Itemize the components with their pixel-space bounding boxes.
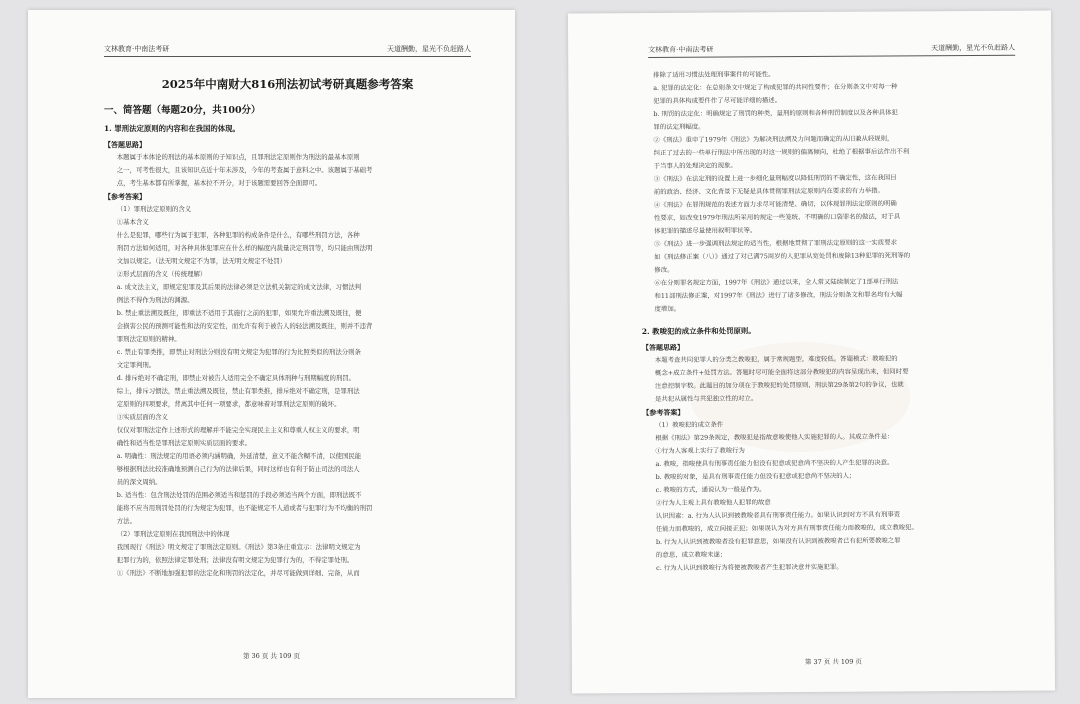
answer-paragraph [642, 417, 1018, 575]
answer-tag: 【参考答案】 [642, 407, 685, 418]
text-line: 如《刑法修正案（八）》通过了对已满75周岁的人犯罪从宽处罚和废除13种犯罪的死刑等的 [654, 251, 911, 261]
header-right-text: 天道酬勤，星光不负赶路人 [387, 45, 471, 53]
text-line: 任能力而教唆的，成立间接正犯；如果误认为对方具有刑事责任能力而教唆的，成立教唆犯。 [655, 523, 918, 533]
thinking-paragraph [104, 151, 471, 190]
document-page-left [28, 10, 515, 698]
text-line: 仅仅对罪刑法定作上述形式的理解并不能完全实现民主主义和尊重人权主义的要求，明 [116, 426, 360, 434]
text-line: 确性和适当性是罪刑法定原则实质层面的要求。 [116, 439, 251, 447]
thinking-tag: 【答题思路】 [641, 342, 684, 353]
text-line: a. 犯罪的法定化：在总则条文中规定了构成犯罪的共同性要件；在分则条文中对每一种 [653, 82, 898, 92]
question-heading: 1. 罪刑法定原则的内容和在我国的体现。 [104, 124, 240, 133]
text-line: 点，考生基本都有所掌握，基本拉不开分，对于该题需要回答全面即可。 [116, 179, 322, 187]
text-line: b. 教唆的对象，是具有刑事责任能力但没有犯意或犯意尚不坚决的人； [655, 471, 856, 481]
text-line: 体犯罪的描述尽量使用叙明罪状等。 [654, 226, 757, 235]
text-line: 本题考查共同犯罪人的分类之教唆犯，属于常规题型，难度较低。答题模式：教唆犯的 [654, 354, 898, 364]
text-line: 文定罪判刑。 [116, 361, 156, 369]
page-header [104, 44, 471, 57]
text-line: d. 排斥绝对不确定刑，即禁止对被告人适用完全不确定具体刑种与刑期幅度的刑罚。 [116, 374, 356, 382]
text-line: 前的政治、经济、文化背景下无疑是具体贯彻罪刑法定原则内在要求的有力举措。 [653, 186, 884, 196]
text-line: b. 适当性：包含刑法处罚的范围必须适当和惩罚的手段必须适当两个方面，即刑法既不 [116, 491, 362, 499]
page-header [648, 43, 1015, 58]
thinking-paragraph [642, 352, 1017, 406]
text-line: 度增加。 [654, 304, 681, 313]
text-line: （1）罪刑法定原则的含义 [116, 205, 192, 213]
text-line: 性要求，如改变1979年刑法所采用的规定一些笼统、不明确的口袋罪名的做法，对于具 [653, 212, 901, 222]
text-line: ②《刑法》重申了1979年《刑法》为解决刑法溯及力问题而确定的从旧兼从轻规则， [653, 134, 894, 144]
text-line: ⑤《刑法》进一步强调刑法规定的适当性，根据地贯彻了罪刑法定原则的这一实质要求 [654, 238, 897, 248]
text-line: ④《刑法》在罪刑规范的表述方面力求尽可能清楚、确切，以体现罪刑法定原则的明确 [653, 199, 897, 209]
text-line: 认识因素：a. 行为人认识到被教唆者具有刑事责任能力。如果认识到对方不具有刑事责 [655, 510, 901, 520]
question-heading: 2. 教唆犯的成立条件和处罚原则。 [641, 326, 756, 337]
text-line: 排除了适用习惯法处理刑事案件的可能性。 [653, 70, 775, 79]
text-line: b. 禁止重法溯及既往，即重法不适用于其施行之前的犯罪，如果允许重法溯及既往，便 [116, 309, 362, 317]
header-right-text: 天道酬勤，星光不负赶路人 [931, 43, 1016, 53]
text-line: c. 教唆的方式，通说认为一般是作为。 [655, 485, 766, 494]
text-line: 够根据刑法比较准确地预测自己行为的法律后果，同时这样也有利于防止司法的司法人 [116, 465, 360, 473]
text-line: 能将不应当用刑罚处罚的行为规定为犯罪，也不能规定不人道或者与犯罪行为不均衡的刑罚 [116, 504, 373, 512]
text-line: c. 禁止有罪类推，即禁止对刑法分则没有明文规定为犯罪的行为比照类似的刑法分则条 [116, 348, 361, 356]
text-line: 之一，可考性很大，且该知识点近十年未涉及，今年的考查属于意料之中。该题属于基础考 [116, 166, 373, 174]
text-line: 员的深文周纳。 [116, 478, 162, 486]
text-line: 我国现行《刑法》明文规定了罪刑法定原则。《刑法》第3条庄重宣示：法律明文规定为 [116, 543, 361, 551]
header-left-text: 文林教育·中南法考研 [648, 45, 714, 54]
text-line: 本题属于本体论的刑法的基本原则的子知识点，且罪刑法定原则作为刑法的最基本原则 [116, 153, 360, 161]
text-line: 定原则的四项要求，背离其中任何一项要求，都意味着对罪刑法定原则的破坏。 [116, 400, 341, 408]
text-line: 注意控制字数。此题目的加分项在于教唆犯的处罚原则，刑法第29条第2句的争议，也就 [654, 380, 904, 390]
text-line: 罪刑法定原则的精神。 [116, 335, 181, 343]
text-line: ①基本含义 [116, 218, 149, 226]
text-line: 什么是犯罪，哪些行为属于犯罪，各种犯罪的构成条件是什么，有哪些刑罚方法，各种 [116, 231, 360, 239]
page-body [640, 67, 1018, 575]
text-line: 会损害公民的预测可能性和法的安定性，而允许有利于被告人的轻法溯及既往，则并不违背 [116, 322, 373, 330]
text-line: ③《刑法》在法定刑的设置上进一步细化量刑幅度以降低刑罚的不确定性，这在我国目 [653, 173, 897, 183]
text-line: 犯罪的具体构成要件作了尽可能详细的描述。 [653, 96, 782, 105]
text-line: 犯罪行为的，依照法律定罪处刑；法律没有明文规定为犯罪行为的，不得定罪处刑。 [116, 556, 354, 564]
text-line: ①行为人客观上实行了教唆行为 [655, 446, 745, 455]
text-line: 和11部刑法修正案，对1997年《刑法》进行了诸多修改，刑法分则条文和罪名均有大幅 [654, 290, 903, 300]
text-line: （2）罪刑法定原则在我国刑法中的体现 [116, 530, 230, 538]
text-line: c. 行为人认识到教唆行为将使被教唆者产生犯罪决意并实施犯罪。 [656, 562, 843, 572]
text-line: 例法不得作为刑法的渊源。 [116, 296, 194, 304]
answer-paragraph [104, 203, 471, 580]
document-title: 2025年中南财大816刑法初试考研真题参考答案 [161, 77, 414, 91]
document-page-right [568, 11, 1055, 694]
text-line: 的意思，成立教唆未遂； [656, 550, 727, 559]
text-line: ③实质层面的含义 [116, 413, 168, 421]
text-line: 罪的法定刑幅度。 [653, 122, 705, 131]
text-line: ②行为人主观上具有教唆他人犯罪的故意 [655, 498, 771, 507]
text-line: 概念+成立条件+处罚方法。答题时尽可能全面将这部分教唆犯的内容呈现出来，但同时要 [654, 367, 909, 377]
text-line: b. 刑罚的法定化：明确规定了刑罚的种类，量刑的原则和各种刑罚制度以及各种具体犯 [653, 108, 898, 118]
text-line: b. 行为人认识到被教唆者没有犯罪意思，如果没有认识到被教唆者已有犯所要教唆之罪 [655, 536, 901, 546]
page-number: 第 36 页 共 109 页 [242, 652, 300, 660]
text-line: ⑥在分则罪名规定方面，1997年《刑法》通过以来，全人常又陆续制定了1部单行刑法 [654, 277, 899, 287]
text-line: 于当事人的处理决定的现象。 [653, 161, 737, 170]
text-line: 刑罚方法如何适用，对各种具体犯罪应在什么样的幅度内裁量决定刑罚等，均只能由刑法明 [116, 244, 373, 252]
text-line: a. 成文法主义，即规定犯罪及其后果的法律必须是立法机关制定的成文法律，习惯法判 [116, 283, 362, 291]
section-heading: 一、简答题（每题20分，共100分） [104, 105, 261, 116]
text-line: a. 明确性：刑法规定的用语必须内涵明确，外延清楚，意义不能含糊不清，以使国民能 [116, 452, 362, 460]
page-number: 第 37 页 共 109 页 [804, 657, 862, 667]
text-line: （1）教唆犯的成立条件 [655, 420, 724, 429]
text-line: 根据《刑法》第29条规定，教唆犯是指故意唆使他人实施犯罪的人。其成立条件是： [655, 432, 894, 442]
text-line: 修改。 [654, 265, 674, 274]
continued-answer-paragraph [640, 67, 1017, 316]
thinking-tag: 【答题思路】 [104, 140, 146, 149]
text-line: 是共犯从属性与共犯独立性的对立。 [655, 394, 758, 403]
text-line: a. 教唆，指唆使具有刑事责任能力但没有犯意或犯意尚不坚决的人产生犯罪的决意。 [655, 458, 894, 468]
text-line: 纠正了过去的一些单行刑法中所出现的对这一规则的偏离倾向，杜绝了根据事后法作出不利 [653, 147, 910, 157]
text-line: 方法。 [116, 517, 136, 525]
header-left-text: 文林教育·中南法考研 [104, 45, 170, 53]
text-line: ①《刑法》不断地加强犯罪的法定化和刑罚的法定化，并尽可能做到详细、完备，从而 [116, 569, 360, 577]
page-body [104, 60, 471, 580]
text-line: 文加以规定。（法无明文规定不为罪，法无明文规定不处罚） [116, 257, 287, 265]
text-line: 综上，排斥习惯法，禁止重法溯及既往，禁止有罪类推，排斥绝对不确定刑，是罪刑法 [116, 387, 360, 395]
answer-tag: 【参考答案】 [104, 192, 146, 201]
text-line: ②形式层面的含义（传统理解） [116, 270, 207, 278]
